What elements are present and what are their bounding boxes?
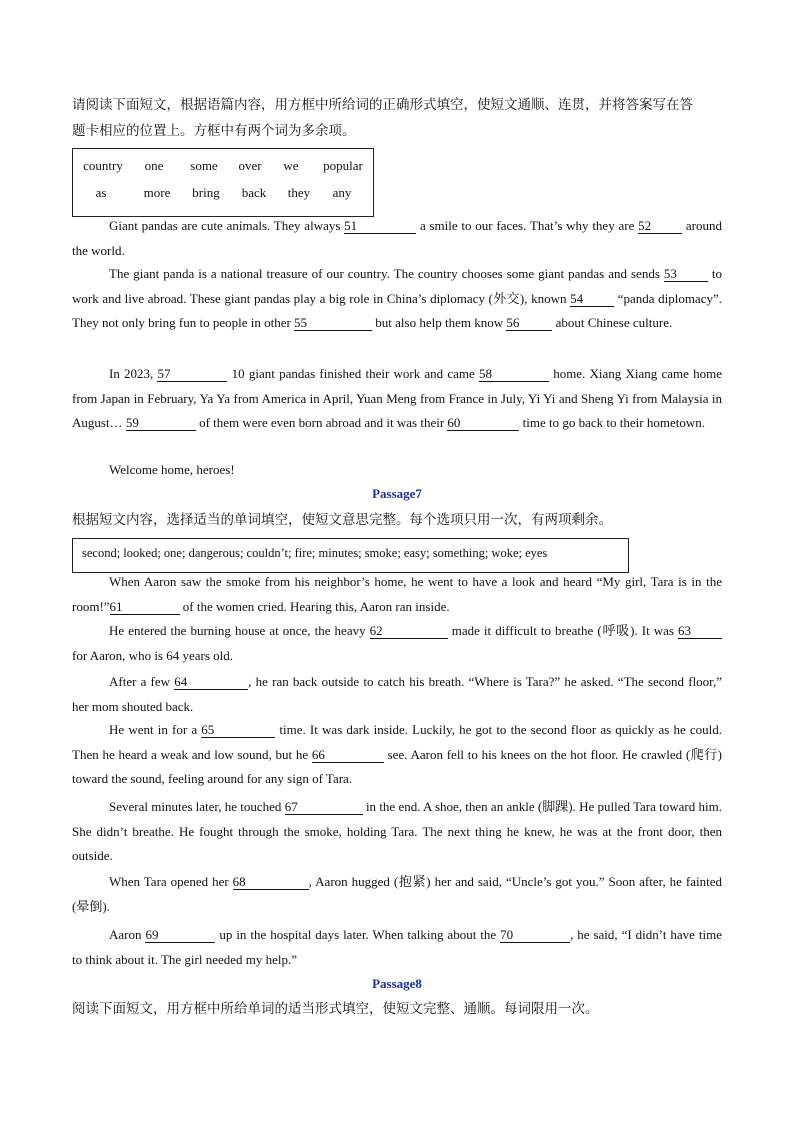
paragraph: After a few 64 , he ran back outside to catch his breath. “Where is Tara?” he asked. “The second floor,” her mom shouted back.	[72, 674, 723, 714]
passage-title: Passage7	[372, 486, 422, 501]
passage-instruction: 阅读下面短文，用方框中所给单词的适当形式填空，使短文完整、通顺。每词限用一次。	[72, 1001, 599, 1016]
paragraph: Welcome home, heroes!	[109, 462, 235, 477]
paragraph: Aaron 69 up in the hospital days later. When talking about the 70 , he said, “I didn’t have time to think about it. The girl needed my help.”	[72, 927, 722, 967]
word-box	[72, 538, 629, 573]
answer-blank[interactable]: 63	[678, 624, 722, 639]
instruction-line-2: 题卡相应的位置上。方框中有两个词为多余项。	[72, 123, 356, 138]
word-option: as	[95, 185, 107, 200]
answer-blank[interactable]: 61	[110, 600, 180, 615]
paragraph: When Tara opened her 68 , Aaron hugged (抱紧) her and said, “Uncle’s got you.” Soon after, he fainted (晕倒).	[72, 874, 722, 914]
word-options: second; looked; one; dangerous; couldn’t; fire; minutes; smoke; easy; something; woke; eyes	[82, 546, 548, 560]
answer-blank[interactable]: 55	[294, 316, 372, 331]
word-option: back	[241, 185, 267, 200]
answer-blank[interactable]: 68	[233, 875, 309, 890]
answer-blank[interactable]: 53	[664, 267, 708, 282]
word-option: bring	[192, 185, 220, 200]
answer-blank[interactable]: 62	[370, 624, 448, 639]
answer-blank[interactable]: 58	[479, 367, 549, 382]
word-option: more	[143, 185, 171, 200]
answer-blank[interactable]: 67	[285, 800, 363, 815]
answer-blank[interactable]: 51	[344, 219, 416, 234]
word-option: over	[238, 158, 262, 173]
paragraph: When Aaron saw the smoke from his neighbor’s home, he went to have a look and heard “My girl, Tara is in the room!”61 of the women cried. Hearing this, Aaron ran inside.	[72, 574, 722, 614]
word-option: we	[283, 158, 299, 173]
passage-instruction: 根据短文内容，选择适当的单词填空，使短文意思完整。每个选项只用一次，有两项剩余。	[72, 512, 612, 527]
answer-blank[interactable]: 54	[570, 292, 614, 307]
paragraph: The giant panda is a national treasure of our country. The country chooses some giant pandas and sends 53 to work and live abroad. These giant pandas play a big role in China’s diplomacy (外交), known 54 “panda diplomacy”. They not only bring fun to people in other 55 but also help them know 56 about Chinese culture.	[72, 266, 722, 330]
instruction-line-1: 请阅读下面短文，根据语篇内容，用方框中所给词的正确形式填空，使短文通顺、连贯，并将答案写在答	[72, 97, 693, 112]
answer-blank[interactable]: 52	[638, 219, 682, 234]
passage-title: Passage8	[372, 976, 422, 991]
word-option: some	[190, 158, 218, 173]
answer-blank[interactable]: 70	[500, 928, 570, 943]
word-option: popular	[323, 158, 363, 173]
paragraph: He went in for a 65 time. It was dark inside. Luckily, he got to the second floor as quickly as he could. Then he heard a weak and low sound, but he 66 see. Aaron fell to his knees on the hot floor. He crawled (爬行) toward the sound, feeling around for any sign of Tara.	[72, 722, 723, 786]
paragraph: Giant pandas are cute animals. They always 51 a smile to our faces. That’s why they are 52 around the world.	[72, 218, 722, 258]
word-box	[72, 148, 374, 217]
answer-blank[interactable]: 56	[506, 316, 552, 331]
answer-blank[interactable]: 66	[312, 748, 384, 763]
word-option: any	[332, 185, 352, 200]
answer-blank[interactable]: 57	[157, 367, 227, 382]
answer-blank[interactable]: 59	[126, 416, 196, 431]
paragraph: Several minutes later, he touched 67 in the end. A shoe, then an ankle (脚踝). He pulled Tara toward him. She didn’t breathe. He fought through the smoke, holding Tara. The next thing he knew, he was at the front door, then outside.	[72, 799, 722, 863]
paragraph: He entered the burning house at once, the heavy 62 made it difficult to breathe (呼吸). It was 63 for Aaron, who is 64 years old.	[72, 619, 722, 668]
word-option: country	[83, 158, 123, 173]
answer-blank[interactable]: 64	[174, 675, 248, 690]
paragraph: In 2023, 57 10 giant pandas finished their work and came 58 home. Xiang Xiang came home from Japan in February, Ya Ya from America in April, Yuan Meng from France in July, Yi Yi and Sheng Yi from Malaysia in August… 59 of them were even born abroad and it was their 60 time to go back to their hometown.	[72, 366, 722, 430]
word-option: they	[287, 185, 311, 200]
answer-blank[interactable]: 65	[201, 723, 275, 738]
answer-blank[interactable]: 69	[145, 928, 215, 943]
answer-blank[interactable]: 60	[447, 416, 519, 431]
word-option: one	[144, 158, 164, 173]
